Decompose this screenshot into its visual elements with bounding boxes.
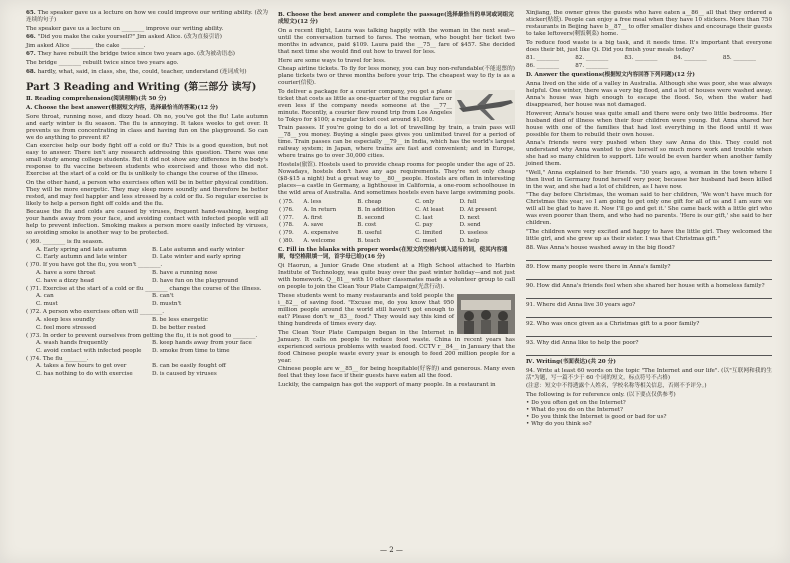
- cloze-option-row: [278, 238, 515, 246]
- answer-blank: 81. ________: [526, 55, 560, 62]
- passage-c-continued: Xinjiang, the owner gives the guests who have eaten a__86__ all that they ordered a sticker(贴纸). People can enjoy a free meal when they have 10 stickers. More than 750 restaurants in Beijing have b__87__ to offer smaller dishes and encourage their guests to take leftovers(剩饭剩菜) home.: [526, 10, 772, 37]
- question-stem: ( )71. Exercise at the start of a cold or flu ________ change the course of the illness.: [26, 285, 262, 292]
- answer-blank: 83. ________: [624, 55, 658, 62]
- left-column: [26, 10, 268, 379]
- cloze-option-row: [278, 230, 515, 238]
- option: A. sleep less soundly: [36, 316, 95, 323]
- passage-c: [278, 263, 515, 388]
- question-stem: ( )70. If you have got the flu, you won't ________.: [26, 262, 163, 269]
- option-row: [36, 340, 268, 347]
- option: C. must: [36, 301, 58, 308]
- paragraph-text: Qi Haorun, a Junior Grade One student at a High School attached to Harbin Institute of Technology, was quite busy over the past winter holiday—and not just with homework. Q__81__ with 10 other classmates made a volunteer group to call on people to join the Clean Your Plate Campaign(光盘行动).: [278, 263, 515, 291]
- bullet-point: • Do you think the Internet is good or bad for us?: [526, 414, 667, 421]
- option: A. welcome: [303, 238, 336, 245]
- passage-paragraph: "Well," Anna explained to her friends. "30 years ago, a woman in the town where I then lived in Germany found herself very poor, because her husband had been killed in the war, and she had a lot of children, as I have now.: [526, 169, 772, 190]
- section-a-heading: A. Choose the best answer(根据短文内容，选择最恰当的答案)(12 分): [26, 104, 219, 111]
- answer-row: [526, 55, 772, 62]
- item-text: The speaker gave us a lecture on how we could improve our writing ability. (改为连续的句子): [26, 10, 268, 23]
- paragraph-text: Chinese people are w__85__ for being hospitable(好客的) and generous. Many even feel that they lose face if their guests have eaten all the food.: [278, 366, 515, 380]
- option-row: [36, 293, 268, 300]
- option: B. keep hands away from your face: [152, 340, 252, 347]
- option-row: [36, 278, 268, 285]
- answer-line: [526, 310, 772, 318]
- answer-blank: 86. ________: [526, 62, 560, 69]
- answer-line: [526, 291, 772, 299]
- reading-heading: Ⅱ. Reading comprehension(阅读理解)(共 50 分): [26, 95, 167, 102]
- passage-paragraph: [278, 89, 515, 124]
- passage-paragraph: Because the flu and colds are caused by viruses, frequent hand-washing, keeping your hands away from your face, and avoiding contact with infected people will all help to prevent infection. Smoking makes a person more easily infected by viruses, so avoiding smoke is another way to be protected.: [26, 209, 268, 237]
- spacer: [723, 63, 772, 70]
- passage-paragraph: "The children were very excited and happy to have the little girl. They welcomed the little girl, and she grew up as their sister. I was that Christmas gift.": [526, 228, 772, 242]
- question-stem: ( )69. ________ is flu season.: [26, 238, 104, 245]
- rewrite-item: [26, 34, 268, 41]
- passage-paragraph: Sore throat, running nose, and dizzy head. Oh no, you've got the flu! Late autumn and early winter is flu season. The flu is annoying. It takes weeks to get over. It prevents us from concentrating in class and having fun on the playground. So can we do anything to prevent it?: [26, 113, 268, 141]
- option: B. In addition: [357, 206, 396, 213]
- option: A. takes a few hours to get over: [36, 363, 127, 370]
- item-number: 67.: [26, 51, 38, 58]
- item-text: The speaker gave us a lecture on ________ improve our writing ability.: [26, 25, 224, 32]
- spacer: [674, 63, 723, 70]
- option-row: [36, 348, 268, 355]
- option: B. Late autumn and early winter: [152, 246, 245, 253]
- paragraph-text: Here are some ways to travel for less.: [278, 57, 386, 64]
- airplane-illustration: [455, 90, 515, 124]
- question-number: ( )80.: [279, 238, 294, 245]
- bullet-point: • Do you often get on the Internet?: [526, 400, 626, 407]
- option: C. feel more stressed: [36, 324, 97, 331]
- rewrite-item: [26, 51, 268, 58]
- option: B. teach: [357, 238, 381, 245]
- passage-paragraph: Anna lived on the side of a valley in Australia. Although she was poor, she was always helpful. One winter, there was a very big flood, and a lot of houses were washed away. Anna's house was high enough to escape the flood. So, when the water had disappeared, her house was not damaged.: [526, 80, 772, 108]
- question: 89. How many people were there in Anna's family?: [526, 263, 671, 270]
- passage-paragraph: [278, 58, 515, 65]
- cloze-option-row: [278, 199, 515, 207]
- option: A. expensive: [303, 230, 339, 237]
- passage-c-end: To reduce food waste is a big task, and it needs time. It's important that everyone does their bit, just like Qi. Did you finish your meals today?: [526, 39, 772, 53]
- option: B. have a running nose: [152, 269, 218, 276]
- option: D. Late winter and early spring: [152, 254, 241, 261]
- paragraph-text: These students went to many restaurants and told people the i__82__ of saving food. "Excuse me, do you know that 950 million people around the world still haven't got enough to eat? Please don't w__83__ food." They would say this kind of thing hundreds of times every day.: [278, 292, 454, 327]
- page-number: — 2 —: [380, 546, 403, 554]
- question-number: ( )75.: [279, 199, 294, 206]
- passage-paragraph: On the other hand, a person who exercises often will be in better physical condition. They will be more energetic. They may sleep more soundly and therefore be better rested, and may feel happier and less stressed by a cold or flu. So regular exercise is likely to help a person fight off colds and the flu.: [26, 179, 268, 207]
- option: C. pay: [415, 222, 433, 229]
- paragraph-text: Cheap airline tickets. To fly for less money, you can buy non-refundable(不能退票的) plane tickets two or three months before your trip. The cheapest way to fly is as a courier(信使).: [278, 66, 515, 87]
- writing-prompt: 94. Write at least 60 words on the topic "The Internet and our life". (以"互联网和我的生活"为题，写一篇不少于 60 个词的短文，标点符号不占格): [526, 367, 772, 381]
- option: C. meet: [415, 238, 437, 245]
- question-number: ( )76.: [279, 206, 294, 213]
- option: B. cost: [357, 222, 377, 229]
- option: C. has nothing to do with exercise: [36, 371, 133, 378]
- item-number: 66.: [26, 34, 38, 41]
- option: D. smoke from time to time: [152, 347, 230, 354]
- passage-paragraph: [278, 162, 515, 197]
- answer-row: [526, 63, 772, 70]
- question: 90. How did Anna's friends feel when she shared her house with a homeless family?: [526, 282, 765, 289]
- rewrite-item: [26, 10, 268, 24]
- passage-paragraph: [278, 125, 515, 160]
- option: C. Early autumn and late winter: [36, 254, 128, 261]
- middle-column: [278, 10, 515, 390]
- paragraph-text: Train passes. If you're going to do a lot of travelling by train, a train pass will __78__ you money. Buying a single pass gives you unlimited travel for a period of time. Train passes can be especially __79__ in India, which has the world's largest railway system; in Japan, where trains are fast and convenient; and in Europe, where trains go to over 30,000 cities.: [278, 125, 515, 160]
- option: D. mustn't: [152, 301, 182, 308]
- passage-paragraph: However, Anna's house was quite small and there were only two little bedrooms. Her husband died of illness when their four children were young. But Anna shared her house with one of the families that had lost everything in the flood until it was possible for them to rebuild their own house.: [526, 110, 772, 138]
- rewrite-item: [26, 69, 268, 76]
- writing-note: (注意：短文中不得透露个人姓名，学校名称等相关信息，否则不予评分。): [526, 383, 707, 390]
- question: 92. Who was once given as a Christmas gift to a poor family?: [526, 320, 700, 327]
- option: C. avoid contact with infected people: [36, 347, 142, 354]
- section-c-heading: C. Fill in the blanks with proper words(在短文的空格内填入适当的词，使其内容通顺，每空格限填一词，首字母已给)(16 分): [278, 247, 508, 261]
- option: D. useless: [459, 230, 488, 237]
- paragraph-text: Hostels(旅馆). Hostels used to provide cheap rooms for people under the age of 25. Nowadays, hostels don't have any age requirements. They're not only cheap ($8-$15 a night) but a great way to __80__ people. Hostels are often in interesting places—a castle in Germany, a lighthouse in California, a one-room schoolhouse in the wild area of Australia. And sometimes hostels even have large swimming pools.: [278, 161, 515, 196]
- paragraph-text: Luckily, the campaign has got the support of many people. In a restaurant in: [278, 381, 496, 388]
- cloze-options-table: [278, 199, 515, 246]
- passage-paragraph: [278, 366, 515, 380]
- option: C. At least: [415, 206, 444, 213]
- option: A. Early spring and late autumn: [36, 246, 127, 253]
- option: B. can be easily fought off: [152, 363, 226, 370]
- answer-line: [526, 348, 772, 356]
- rewrite-items: [26, 10, 268, 76]
- option: D. full: [459, 199, 477, 206]
- question: 88. Was Anna's house washed away in the big flood?: [526, 244, 675, 251]
- option-row: [36, 371, 268, 378]
- section-d-heading: D. Answer the questions(根据短文内容回答下列问题)(12 分): [526, 71, 695, 78]
- option: B. cheap: [357, 199, 382, 206]
- option: B. can't: [152, 293, 174, 300]
- option: D. help: [459, 238, 480, 245]
- bullet-point: • What do you do on the Internet?: [526, 407, 624, 414]
- option: C. last: [415, 214, 433, 221]
- option: D. is caused by viruses: [152, 371, 217, 378]
- answer-blank: 87. ________: [575, 62, 609, 69]
- option-row: [36, 254, 268, 261]
- item-text: The bridge ________ rebuilt twice since two years ago.: [26, 59, 179, 66]
- option: A. save: [303, 222, 324, 229]
- cloze-option-row: [278, 206, 515, 214]
- item-number: 68.: [26, 68, 38, 75]
- item-text: Jim asked Alice ________ the cake ________.: [26, 42, 146, 49]
- item-text: They have rebuilt the bridge twice since two years ago. (改为被动语态): [37, 51, 235, 58]
- passage-paragraph: [278, 263, 515, 291]
- question-number: ( )79.: [279, 230, 294, 237]
- item-text: hardly, what, said, in class, she, the, could, teacher, understand (连词成句): [37, 68, 247, 75]
- option: B. useful: [357, 230, 382, 237]
- option: A. less: [303, 199, 322, 206]
- question: 93. Why did Anna like to help the poor?: [526, 339, 639, 346]
- passage-paragraph: [278, 382, 515, 389]
- option: C. only: [415, 199, 435, 206]
- passage-paragraph: "The day before Christmas, the woman said to her children, 'We won't have much for Christmas this year, so I am going to get only one gift for all of us and I am sure we will all be glad to have it. Now I'll go and get it.' She came back with a little girl who was even poorer than them, and who had no parents. 'Here is our gift,' she said to her children.: [526, 192, 772, 227]
- paragraph-text: To deliver a package for a courier company, you get a plane ticket that costs as little as one-quarter of the regular fare or even less if the company needs someone at the __77__ minute. Recently, a courier flew round trip from Los Angeles to Tokyo for $100; a regular ticket cost around $1,800.: [278, 88, 452, 123]
- option: D. At present: [459, 206, 497, 213]
- item-text: "Did you make the cake yourself?" Jim asked Alice. (改为直接引语): [37, 34, 222, 41]
- paragraph-text: On a recent flight, Laura was talking happily with the woman in the next seat—until the conversation turned to fares. The woman, who bought her ticket two months in advance, paid $109. Laura paid the __75__ fare of $457. She decided that next time she would find out how to travel for less.: [278, 28, 515, 55]
- passage-b: [278, 28, 515, 197]
- answer-line: [526, 272, 772, 280]
- option: D. next: [459, 214, 480, 221]
- option: A. first: [303, 214, 323, 221]
- section-b-heading: B. Choose the best answer and complete the passage(选择最恰当的单词或词组完成短文)(12 分): [278, 12, 514, 25]
- passage-paragraph: [278, 28, 515, 56]
- rewrite-item: [26, 60, 268, 67]
- option: A. can: [36, 293, 54, 300]
- passage-paragraph: Can exercise help our body fight off a cold or flu? This is a good question, but not easy to answer. There isn't any research addressing this question. There was one small study among college students. But it did not show any difference in the body's response to flu vaccine between students who exercised and those who did not. Exercise at the start of a cold or flu is unlikely to change the course of the illness.: [26, 143, 268, 178]
- right-column: [526, 10, 772, 428]
- answer-lines: [526, 55, 772, 70]
- passage-paragraph: Anna's friends were very pushed when they saw Anna do this. They could not understand why Anna wanted to give herself so much more work and trouble when she had so many children to support. Life would be even harder when another family joined them.: [526, 140, 772, 168]
- option-row: [36, 270, 268, 277]
- questions-a: [26, 239, 268, 378]
- option: D. have fun on the playground: [152, 277, 239, 284]
- bullet-point: • Why do you think so?: [526, 421, 592, 428]
- option: A. wash hands frequently: [36, 340, 109, 347]
- option: B. second: [357, 214, 385, 221]
- option: A. In return: [303, 206, 337, 213]
- rewrite-item: [26, 43, 268, 50]
- answer-blank: 82. ________: [575, 55, 609, 62]
- question-stem: ( )72. A person who exercises often will ________.: [26, 309, 165, 316]
- option: D. be better rested: [152, 324, 206, 331]
- option: B. be less energetic: [152, 316, 208, 323]
- passage-a: [26, 114, 268, 238]
- question-number: ( )78.: [279, 222, 294, 229]
- cloze-option-row: [278, 222, 515, 230]
- option-row: [36, 317, 268, 324]
- question-number: ( )77.: [279, 214, 294, 221]
- option-row: [36, 301, 268, 308]
- spacer: [624, 63, 673, 70]
- option: A. have a sore throat: [36, 269, 96, 276]
- writing-reference: The following is for reference only. (以下要点仅供参考): [526, 391, 676, 398]
- option: C. limited: [415, 230, 443, 237]
- question: 91. Where did Anna live 30 years ago?: [526, 301, 636, 308]
- part-3-title: Part 3 Reading and Writing (第三部分 读写): [26, 81, 257, 93]
- option: D. send: [459, 222, 481, 229]
- rewrite-item: [26, 26, 268, 33]
- paragraph-text: The Clean Your Plate Campaign began in the Internet in January. It calls on people to reduce food waste. China in recent years has experienced serious problems with wasted food. CCTV r__84__ in January that the food Chinese people waste every year is enough to feed 200 million people for a year.: [278, 329, 515, 364]
- question-stem: ( )73. In order to prevent ourselves from getting the flu, it is not good to ________.: [26, 332, 258, 339]
- cloze-option-row: [278, 214, 515, 222]
- option-row: [36, 247, 268, 254]
- answer-blank: 84. ________: [673, 55, 707, 62]
- option: C. have a dizzy head: [36, 277, 94, 284]
- answer-line: [526, 329, 772, 337]
- answer-blank: 85. ________: [722, 55, 756, 62]
- passage-paragraph: [278, 330, 515, 365]
- writing-heading: Ⅳ. Writing(书面表达)(共 20 分): [526, 358, 616, 365]
- passage-paragraph: [278, 293, 515, 328]
- option-row: [36, 363, 268, 370]
- questions-d: [526, 245, 772, 356]
- writing-bullets: [526, 400, 772, 428]
- option-row: [36, 325, 268, 332]
- passage-d: [526, 81, 772, 243]
- item-number: 65.: [26, 10, 38, 16]
- question-stem: ( )74. The flu ________.: [26, 355, 89, 362]
- volunteers-photo: [457, 294, 515, 334]
- answer-line: [526, 253, 772, 261]
- passage-paragraph: [278, 66, 515, 87]
